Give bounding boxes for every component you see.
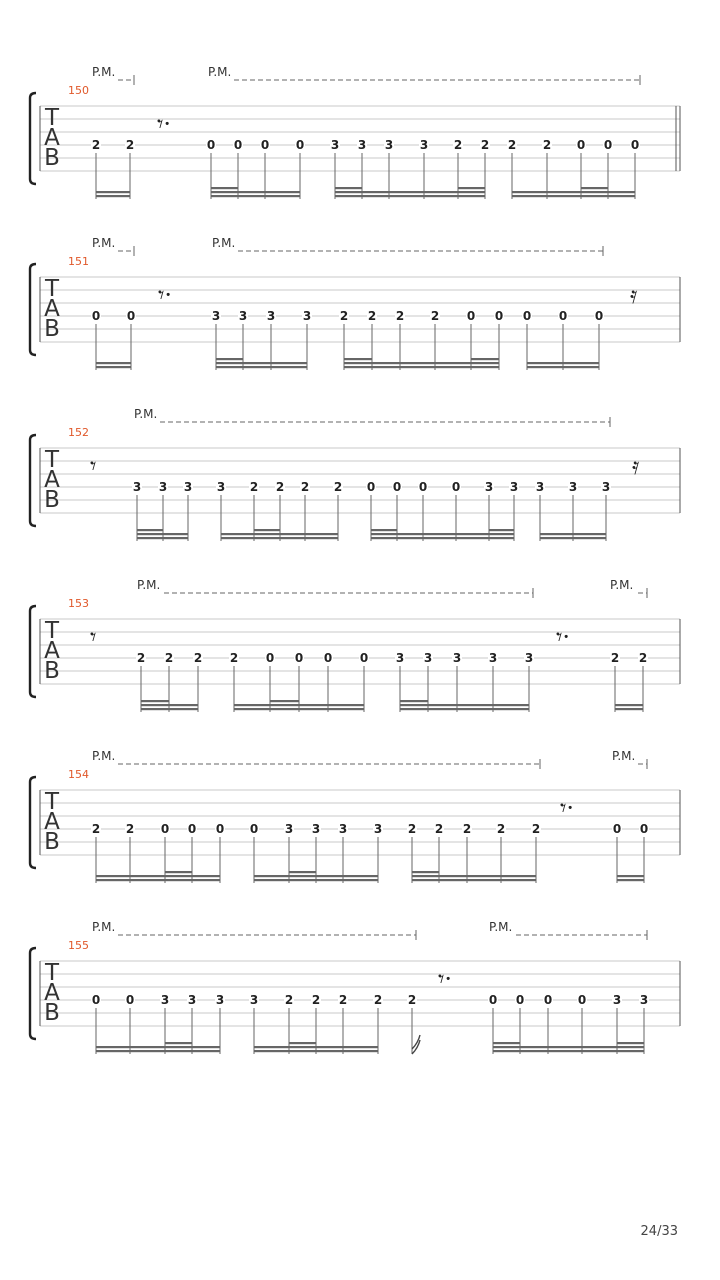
fret-number: 3 xyxy=(338,822,348,836)
fret-number: 0 xyxy=(639,822,649,836)
fret-number: 2 xyxy=(434,822,444,836)
rest-symbol: 𝄾· xyxy=(157,110,172,138)
fret-number: 0 xyxy=(522,309,532,323)
fret-number: 2 xyxy=(125,822,135,836)
beam xyxy=(371,533,514,535)
fret-number: 3 xyxy=(249,993,259,1007)
beam xyxy=(137,533,188,535)
measure-number: 150 xyxy=(68,84,89,97)
beam xyxy=(493,1050,644,1052)
beam xyxy=(371,537,514,539)
fret-number: 0 xyxy=(323,651,333,665)
beam xyxy=(211,195,300,197)
fret-number: 2 xyxy=(300,480,310,494)
beam-partial xyxy=(270,700,299,702)
beam xyxy=(96,195,130,197)
tab-clef-letter: A xyxy=(44,296,60,322)
fret-number: 0 xyxy=(187,822,197,836)
fret-number: 3 xyxy=(419,138,429,152)
fret-number: 0 xyxy=(249,822,259,836)
beam-partial xyxy=(137,529,163,531)
beam xyxy=(96,879,220,881)
fret-number: 2 xyxy=(229,651,239,665)
fret-number: 3 xyxy=(452,651,462,665)
beam xyxy=(540,533,606,535)
tab-system xyxy=(30,407,680,541)
system-bracket xyxy=(30,948,36,1039)
measure-number: 153 xyxy=(68,597,89,610)
fret-number: 3 xyxy=(357,138,367,152)
fret-number: 3 xyxy=(158,480,168,494)
fret-number: 0 xyxy=(494,309,504,323)
fret-number: 2 xyxy=(249,480,259,494)
beam xyxy=(234,704,364,706)
beam-partial xyxy=(289,871,316,873)
palm-mute-label: P.M. xyxy=(92,749,116,763)
fret-number: 0 xyxy=(603,138,613,152)
fret-number: 0 xyxy=(451,480,461,494)
beam xyxy=(493,1046,644,1048)
tab-system xyxy=(30,65,680,199)
fret-number: 3 xyxy=(601,480,611,494)
rest-symbol: 𝄾· xyxy=(556,623,571,651)
fret-number: 2 xyxy=(542,138,552,152)
tab-clef-letter: A xyxy=(44,638,60,664)
beam-partial xyxy=(289,1042,316,1044)
fret-number: 3 xyxy=(373,822,383,836)
fret-number: 3 xyxy=(187,993,197,1007)
rest-symbol: 𝄿 xyxy=(632,452,640,480)
fret-number: 0 xyxy=(359,651,369,665)
tab-clef-letter: T xyxy=(44,618,60,644)
fret-number: 2 xyxy=(311,993,321,1007)
tab-clef-letter: T xyxy=(44,447,60,473)
beam xyxy=(216,362,307,364)
beam xyxy=(412,875,536,877)
fret-number: 3 xyxy=(639,993,649,1007)
tab-system xyxy=(30,236,680,370)
beam-partial xyxy=(458,187,485,189)
beam xyxy=(221,533,338,535)
beam-partial xyxy=(371,529,397,531)
beam xyxy=(254,1050,378,1052)
fret-number: 2 xyxy=(610,651,620,665)
fret-number: 3 xyxy=(132,480,142,494)
beam xyxy=(400,708,529,710)
fret-number: 3 xyxy=(509,480,519,494)
rest-symbol: 𝄾· xyxy=(158,281,173,309)
palm-mute-label: P.M. xyxy=(134,407,158,421)
beam xyxy=(96,362,131,364)
beam xyxy=(615,704,643,706)
fret-number: 0 xyxy=(418,480,428,494)
fret-number: 0 xyxy=(466,309,476,323)
measure-number: 151 xyxy=(68,255,89,268)
tab-system xyxy=(30,749,680,883)
beam xyxy=(96,1050,220,1052)
beam xyxy=(254,1046,378,1048)
beam xyxy=(412,879,536,881)
tab-system xyxy=(30,920,680,1054)
fret-number: 2 xyxy=(91,822,101,836)
beam xyxy=(234,708,364,710)
beam xyxy=(335,191,485,193)
beam-partial xyxy=(581,187,608,189)
rest-symbol: 𝄿 xyxy=(630,281,638,309)
fret-number: 2 xyxy=(164,651,174,665)
fret-number: 2 xyxy=(496,822,506,836)
tab-clef-letter: A xyxy=(44,980,60,1006)
tab-clef-letter: T xyxy=(44,960,60,986)
fret-number: 3 xyxy=(384,138,394,152)
fret-number: 2 xyxy=(638,651,648,665)
beam-partial xyxy=(344,358,372,360)
tab-clef-letter: B xyxy=(44,145,60,171)
fret-number: 0 xyxy=(294,651,304,665)
fret-number: 3 xyxy=(183,480,193,494)
tab-clef-letter: A xyxy=(44,125,60,151)
fret-number: 0 xyxy=(91,309,101,323)
fret-number: 3 xyxy=(484,480,494,494)
fret-number: 0 xyxy=(630,138,640,152)
measure-number: 154 xyxy=(68,768,89,781)
fret-number: 2 xyxy=(453,138,463,152)
beam xyxy=(137,537,188,539)
measure-number: 152 xyxy=(68,426,89,439)
fret-number: 2 xyxy=(275,480,285,494)
fret-number: 0 xyxy=(295,138,305,152)
fret-number: 0 xyxy=(260,138,270,152)
fret-number: 0 xyxy=(488,993,498,1007)
system-bracket xyxy=(30,435,36,526)
beam xyxy=(617,879,644,881)
fret-number: 0 xyxy=(594,309,604,323)
fret-number: 0 xyxy=(366,480,376,494)
fret-number: 2 xyxy=(507,138,517,152)
fret-number: 3 xyxy=(215,993,225,1007)
fret-number: 3 xyxy=(211,309,221,323)
fret-number: 3 xyxy=(568,480,578,494)
palm-mute-label: P.M. xyxy=(92,65,116,79)
fret-number: 3 xyxy=(266,309,276,323)
beam xyxy=(216,366,307,368)
fret-number: 3 xyxy=(423,651,433,665)
rest-symbol: 𝄾· xyxy=(560,794,575,822)
fret-number: 0 xyxy=(125,993,135,1007)
tab-clef-letter: B xyxy=(44,658,60,684)
beam-partial xyxy=(335,187,362,189)
fret-number: 0 xyxy=(543,993,553,1007)
beam-partial xyxy=(216,358,243,360)
measure-number: 155 xyxy=(68,939,89,952)
beam-partial xyxy=(489,529,514,531)
tab-clef-letter: B xyxy=(44,487,60,513)
fret-number: 2 xyxy=(430,309,440,323)
beam xyxy=(96,191,130,193)
fret-number: 2 xyxy=(373,993,383,1007)
note-flag xyxy=(412,1035,420,1054)
fret-number: 2 xyxy=(339,309,349,323)
beam xyxy=(335,195,485,197)
beam xyxy=(221,537,338,539)
beam-partial xyxy=(617,1042,644,1044)
fret-number: 0 xyxy=(265,651,275,665)
system-bracket xyxy=(30,777,36,868)
fret-number: 2 xyxy=(338,993,348,1007)
beam-partial xyxy=(471,358,499,360)
tab-clef-letter: A xyxy=(44,467,60,493)
beam xyxy=(254,879,378,881)
fret-number: 0 xyxy=(577,993,587,1007)
fret-number: 3 xyxy=(284,822,294,836)
beam xyxy=(512,195,635,197)
beam xyxy=(344,366,499,368)
tab-clef-letter: T xyxy=(44,276,60,302)
fret-number: 2 xyxy=(462,822,472,836)
fret-number: 3 xyxy=(535,480,545,494)
beam-partial xyxy=(412,871,439,873)
palm-mute-label: P.M. xyxy=(92,236,116,250)
fret-number: 3 xyxy=(488,651,498,665)
beam xyxy=(344,362,499,364)
system-bracket xyxy=(30,606,36,697)
page-number: 24/33 xyxy=(640,1224,678,1239)
tab-clef-letter: T xyxy=(44,789,60,815)
palm-mute-label: P.M. xyxy=(212,236,236,250)
tab-clef-letter: T xyxy=(44,105,60,131)
system-bracket xyxy=(30,264,36,355)
rest-symbol: 𝄾 xyxy=(90,623,97,651)
rest-symbol: 𝄾 xyxy=(90,452,97,480)
beam xyxy=(400,704,529,706)
beam xyxy=(527,366,599,368)
fret-number: 2 xyxy=(407,822,417,836)
fret-number: 2 xyxy=(395,309,405,323)
beam-partial xyxy=(400,700,428,702)
beam-partial xyxy=(165,1042,192,1044)
beam xyxy=(96,1046,220,1048)
system-bracket xyxy=(30,93,36,184)
fret-number: 3 xyxy=(524,651,534,665)
beam xyxy=(96,366,131,368)
fret-number: 0 xyxy=(515,993,525,1007)
beam-partial xyxy=(254,529,280,531)
fret-number: 3 xyxy=(311,822,321,836)
fret-number: 0 xyxy=(558,309,568,323)
fret-number: 2 xyxy=(531,822,541,836)
palm-mute-label: P.M. xyxy=(610,578,634,592)
tab-clef-letter: B xyxy=(44,829,60,855)
fret-number: 3 xyxy=(216,480,226,494)
beam xyxy=(211,191,300,193)
tab-clef-letter: A xyxy=(44,809,60,835)
fret-number: 3 xyxy=(302,309,312,323)
beam xyxy=(540,537,606,539)
fret-number: 2 xyxy=(480,138,490,152)
tab-clef-letter: B xyxy=(44,1000,60,1026)
beam xyxy=(141,704,198,706)
fret-number: 2 xyxy=(193,651,203,665)
tab-clef-letter: B xyxy=(44,316,60,342)
fret-number: 0 xyxy=(206,138,216,152)
fret-number: 2 xyxy=(284,993,294,1007)
fret-number: 0 xyxy=(91,993,101,1007)
beam xyxy=(527,362,599,364)
fret-number: 0 xyxy=(233,138,243,152)
beam xyxy=(615,708,643,710)
fret-number: 2 xyxy=(367,309,377,323)
palm-mute-label: P.M. xyxy=(137,578,161,592)
fret-number: 3 xyxy=(160,993,170,1007)
beam xyxy=(512,191,635,193)
fret-number: 0 xyxy=(392,480,402,494)
fret-number: 2 xyxy=(407,993,417,1007)
fret-number: 0 xyxy=(160,822,170,836)
palm-mute-label: P.M. xyxy=(208,65,232,79)
fret-number: 3 xyxy=(330,138,340,152)
fret-number: 2 xyxy=(136,651,146,665)
fret-number: 3 xyxy=(612,993,622,1007)
fret-number: 0 xyxy=(576,138,586,152)
fret-number: 2 xyxy=(125,138,135,152)
tab-systems xyxy=(30,65,680,1054)
beam xyxy=(96,875,220,877)
palm-mute-label: P.M. xyxy=(612,749,636,763)
fret-number: 0 xyxy=(126,309,136,323)
beam xyxy=(254,875,378,877)
fret-number: 3 xyxy=(238,309,248,323)
fret-number: 2 xyxy=(333,480,343,494)
beam xyxy=(141,708,198,710)
beam-partial xyxy=(165,871,192,873)
beam-partial xyxy=(493,1042,520,1044)
beam-partial xyxy=(141,700,169,702)
fret-number: 0 xyxy=(215,822,225,836)
rest-symbol: 𝄾· xyxy=(438,965,453,993)
tab-system xyxy=(30,578,680,712)
fret-number: 0 xyxy=(612,822,622,836)
beam-partial xyxy=(211,187,238,189)
palm-mute-label: P.M. xyxy=(489,920,513,934)
beam xyxy=(617,875,644,877)
fret-number: 3 xyxy=(395,651,405,665)
palm-mute-label: P.M. xyxy=(92,920,116,934)
fret-number: 2 xyxy=(91,138,101,152)
